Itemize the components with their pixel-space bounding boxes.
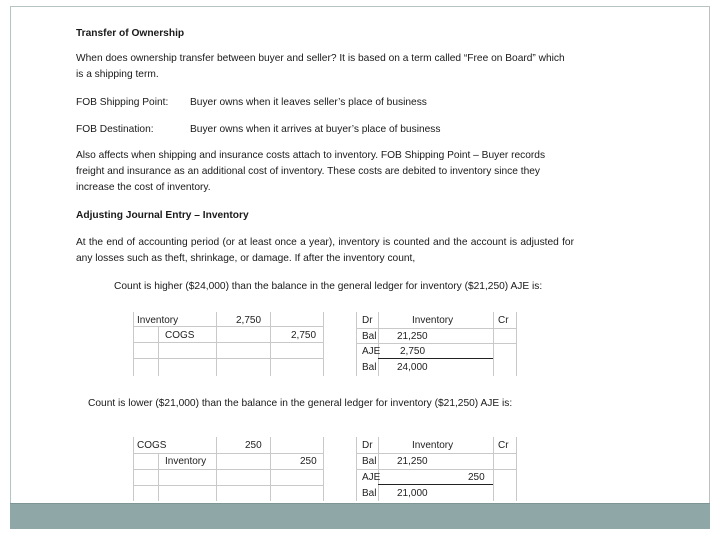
t-row-label: Bal bbox=[362, 488, 377, 499]
footer-bar bbox=[10, 503, 710, 529]
t-row-label: AJE bbox=[362, 346, 381, 357]
t-row-dr: 21,250 bbox=[397, 331, 428, 342]
higher-t-title: Inventory bbox=[412, 315, 454, 326]
higher-credit-account: COGS bbox=[165, 330, 195, 341]
higher-t-cr: Cr bbox=[498, 315, 509, 326]
t-row-label: Bal bbox=[362, 331, 377, 342]
higher-credit-amount: 2,750 bbox=[291, 330, 317, 341]
t-row-dr: 21,250 bbox=[397, 456, 428, 467]
page-title: Transfer of Ownership bbox=[76, 28, 185, 39]
higher-debit-account: Inventory bbox=[137, 315, 179, 326]
also-paragraph: Also affects when shipping and insurance costs attach to inventory. FOB Shipping Point – Buyer records freight and insurance as an additional cost of inventory. These costs are debited to inventory since they increase the cost of inventory. bbox=[76, 150, 546, 193]
fob-desc-shipping: Buyer owns when it leaves seller’s place of business bbox=[190, 97, 427, 108]
t-row-dr: 24,000 bbox=[397, 362, 428, 373]
aje-paragraph: At the end of accounting period (or at least once a year), inventory is counted and the account is adjusted for any losses such as theft, shrinkage, or damage. If after the inventory count, bbox=[76, 237, 574, 264]
t-row-cr: 250 bbox=[468, 472, 485, 483]
lower-t-cr: Cr bbox=[498, 440, 509, 451]
lower-t-dr: Dr bbox=[362, 440, 373, 451]
t-row-dr: 21,000 bbox=[397, 488, 428, 499]
lower-credit-account: Inventory bbox=[165, 456, 207, 467]
fob-term-shipping: FOB Shipping Point: bbox=[76, 97, 169, 108]
higher-caption: Count is higher ($24,000) than the balance in the general ledger for inventory ($21,250) AJE is: bbox=[114, 281, 543, 292]
aje-heading: Adjusting Journal Entry – Inventory bbox=[76, 210, 249, 221]
lower-credit-amount: 250 bbox=[300, 456, 317, 467]
slide-frame bbox=[10, 6, 710, 528]
fob-desc-destination: Buyer owns when it arrives at buyer’s place of business bbox=[190, 124, 441, 135]
intro-paragraph: When does ownership transfer between buyer and seller? It is based on a term called “Free on Board” which is a shipping term. bbox=[76, 53, 565, 80]
lower-debit-amount: 250 bbox=[245, 440, 262, 451]
t-row-dr: 2,750 bbox=[400, 346, 426, 357]
higher-t-dr: Dr bbox=[362, 315, 373, 326]
higher-debit-amount: 2,750 bbox=[236, 315, 262, 326]
t-row-label: AJE bbox=[362, 472, 381, 483]
fob-term-destination: FOB Destination: bbox=[76, 124, 154, 135]
t-row-label: Bal bbox=[362, 362, 377, 373]
lower-t-title: Inventory bbox=[412, 440, 454, 451]
lower-caption: Count is lower ($21,000) than the balance in the general ledger for inventory ($21,250) AJE is: bbox=[88, 398, 513, 409]
lower-debit-account: COGS bbox=[137, 440, 167, 451]
t-row-label: Bal bbox=[362, 456, 377, 467]
